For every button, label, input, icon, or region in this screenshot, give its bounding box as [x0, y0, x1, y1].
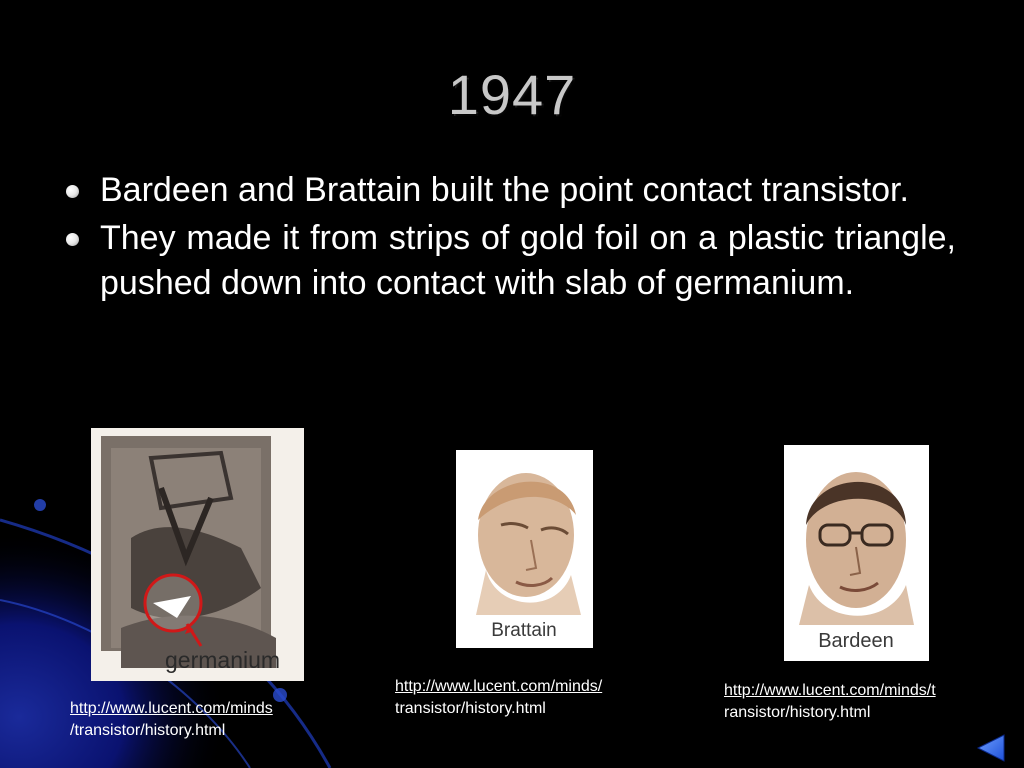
source-link[interactable]: http://www.lucent.com/minds/: [395, 678, 603, 695]
germanium-label: germanium: [165, 647, 281, 673]
bullet-dot-icon: [66, 233, 79, 246]
source-link[interactable]: http://www.lucent.com/minds/t: [724, 682, 936, 699]
slide-title: 1947: [447, 63, 577, 126]
transistor-photo: [91, 428, 304, 681]
source-link-continued: /transistor/history.html: [70, 722, 226, 739]
caption-bardeen: [724, 680, 936, 724]
bullet-text: Bardeen and Brattain built the point contact transistor.: [100, 171, 909, 209]
brattain-label: Brattain: [491, 620, 557, 641]
bullet-text: They made it from strips of gold foil on a plastic triangle, pushed down into contact with slab of germanium.: [100, 219, 956, 302]
caption-brattain: [395, 676, 602, 720]
bullet-item: [62, 168, 956, 213]
bullet-list: [62, 168, 956, 309]
source-link-continued: transistor/history.html: [395, 700, 546, 717]
source-link-continued: ransistor/history.html: [724, 704, 871, 721]
bardeen-label: Bardeen: [818, 630, 894, 652]
source-link[interactable]: http://www.lucent.com/minds: [70, 700, 273, 717]
bardeen-portrait: [784, 445, 929, 661]
caption-germanium: [70, 698, 273, 742]
back-triangle-icon[interactable]: [976, 733, 1006, 763]
bullet-item: [62, 216, 956, 306]
brattain-portrait: [456, 450, 593, 648]
bullet-dot-icon: [66, 185, 79, 198]
